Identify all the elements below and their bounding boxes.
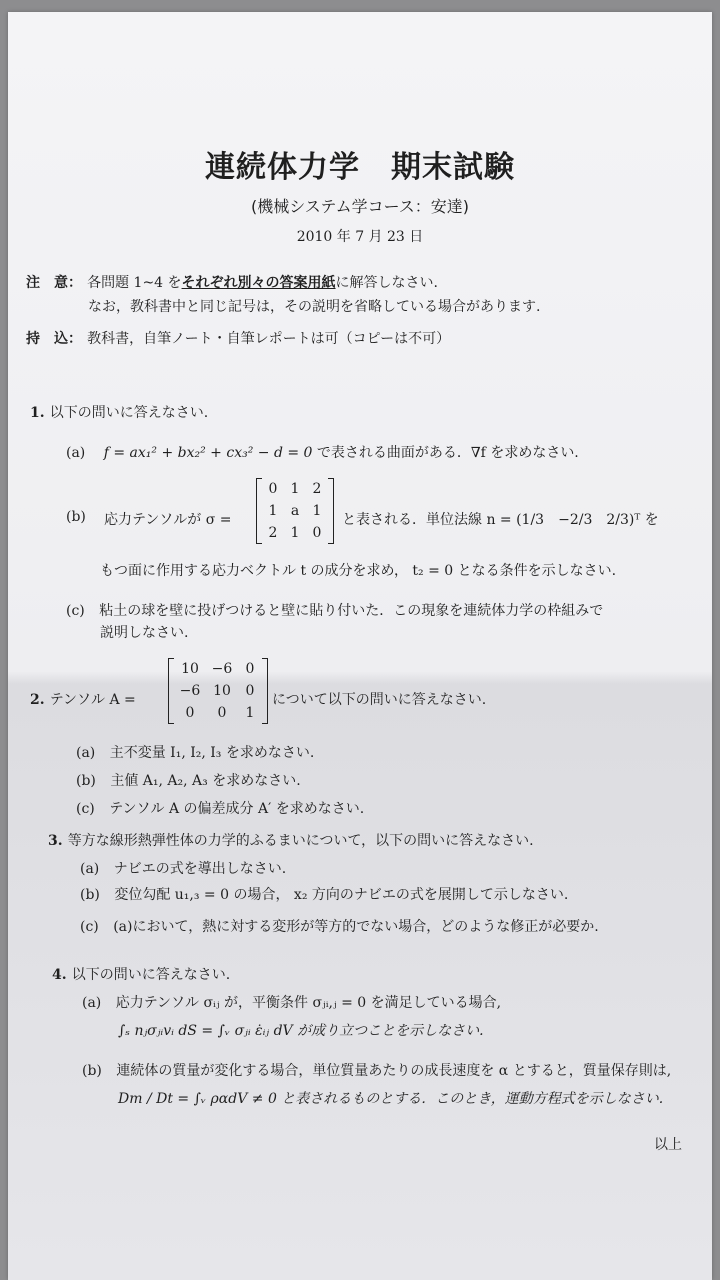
q2-heading xyxy=(30,689,136,709)
tensor-a-cell: 1 xyxy=(245,705,255,721)
q3a-text: ナビエの式を導出しなさい. xyxy=(113,861,287,877)
q1-number: 1. xyxy=(30,405,45,421)
q2b-label: (b) xyxy=(76,773,96,789)
stress-tensor-cell: 1 xyxy=(290,525,300,541)
q2-number: 2. xyxy=(30,692,45,708)
q3c-text: (a)において，熱に対する変形が等方的でない場合，どのような修正が必要か. xyxy=(113,919,599,935)
q4b-line2: Dm / Dt = ∫ᵥ ραdV ≠ 0 と表されるものとする．このとき，運動方程式を示しなさい. xyxy=(118,1091,664,1107)
q2-post: について以下の問いに答えなさい. xyxy=(272,692,487,708)
tensor-a-cell: 0 xyxy=(185,705,195,721)
caution-emphasis: それぞれ別々の答案用紙 xyxy=(181,275,336,291)
exam-sheet xyxy=(8,12,712,1280)
q1-head-text: 以下の問いに答えなさい. xyxy=(49,405,209,421)
q3c xyxy=(80,916,599,936)
tensor-a-matrix xyxy=(168,658,268,724)
tensor-a-cell: −6 xyxy=(211,661,233,677)
caution-text-pre: 各問題 1~4 を xyxy=(87,275,182,291)
q1b-pre: 応力テンソルが σ = xyxy=(104,512,232,528)
q3b-text: 変位勾配 u₁,₃ = 0 の場合， x₂ 方向のナビエの式を展開して示しなさい. xyxy=(114,887,569,903)
caution-line-2: なお，教科書中と同じ記号は，その説明を省略している場合があります. xyxy=(88,299,541,315)
stress-tensor-cell: 0 xyxy=(312,525,322,541)
q2a-label: (a) xyxy=(76,745,96,761)
q4a-line2: ∫ₛ nⱼσⱼᵢvᵢ dS = ∫ᵥ σⱼᵢ ε̇ᵢⱼ dV が成り立つことを示しなさい. xyxy=(118,1023,484,1039)
q3c-label: (c) xyxy=(80,919,99,935)
q1a-text: で表される曲面がある．∇f を求めなさい. xyxy=(316,445,579,461)
q2c-label: (c) xyxy=(76,801,95,817)
q1c-line2: 説明しなさい. xyxy=(100,625,189,641)
q2c xyxy=(76,798,364,818)
q4-heading xyxy=(52,964,230,984)
stress-tensor-cell: 1 xyxy=(312,503,322,519)
q1c-label: (c) xyxy=(66,603,85,619)
q3a-label: (a) xyxy=(80,861,100,877)
q2a-text: 主不変量 I₁, I₂, I₃ を求めなさい. xyxy=(109,745,315,761)
stress-tensor-cell: 2 xyxy=(268,525,278,541)
stress-tensor-cell: 2 xyxy=(312,481,322,497)
bring-text: 教科書，自筆ノート・自筆レポートは可（コピーは不可） xyxy=(87,331,451,347)
course-subtitle: (機械システム学コース：安達) xyxy=(250,197,470,216)
tensor-a-cell: 10 xyxy=(181,661,199,677)
q1b-line2: もつ面に作用する応力ベクトル t の成分を求め， t₂ = 0 となる条件を示しなさい. xyxy=(100,563,617,579)
exam-title: 連続体力学 期末試験 xyxy=(205,150,515,185)
tensor-a-cell: 0 xyxy=(245,683,255,699)
q3-number: 3. xyxy=(48,833,63,849)
tensor-a-cell: 10 xyxy=(213,683,231,699)
q4-number: 4. xyxy=(52,967,67,983)
exam-date: 2010 年 7 月 23 日 xyxy=(296,229,424,245)
q3a xyxy=(80,858,286,878)
stress-tensor-cell: 0 xyxy=(268,481,278,497)
q2-pre: テンソル A = xyxy=(49,692,136,708)
q2c-text: テンソル A の偏差成分 A′ を求めなさい. xyxy=(109,801,365,817)
q1-heading xyxy=(30,402,208,422)
q3b xyxy=(80,884,568,904)
q1c-line1: 粘土の球を壁に投げつけると壁に貼り付いた．この現象を連続体力学の枠組みで xyxy=(99,603,604,619)
q1a xyxy=(66,442,579,462)
q4b xyxy=(82,1060,671,1080)
q2a xyxy=(76,742,314,762)
tensor-a-cell: 0 xyxy=(245,661,255,677)
caution-label: 注 意： xyxy=(26,275,82,291)
stress-tensor-matrix xyxy=(256,478,334,544)
q1a-equation: f = ax₁² + bx₂² + cx₃² − d = 0 xyxy=(103,445,313,461)
q3-head-text: 等方な線形熱弾性体の力学的ふるまいについて，以下の問いに答えなさい. xyxy=(67,833,534,849)
stress-tensor-cell: 1 xyxy=(290,481,300,497)
q4b-label: (b) xyxy=(82,1063,102,1079)
q3-heading xyxy=(48,830,534,850)
q3b-label: (b) xyxy=(80,887,100,903)
q4b-line1: 連続体の質量が変化する場合，単位質量あたりの成長速度を α とすると，質量保存則は, xyxy=(116,1063,672,1079)
q2b xyxy=(76,770,301,790)
tensor-a-cell: 0 xyxy=(217,705,227,721)
end-mark: 以上 xyxy=(654,1137,682,1153)
bring-note xyxy=(26,328,450,348)
q4a xyxy=(82,992,501,1012)
tensor-a-cell: −6 xyxy=(179,683,201,699)
q1c xyxy=(66,600,603,620)
q1b-label: (b) xyxy=(66,509,86,525)
stress-tensor-cell: a xyxy=(290,503,300,519)
q2b-text: 主値 A₁, A₂, A₃ を求めなさい. xyxy=(110,773,301,789)
stress-tensor-cell: 1 xyxy=(268,503,278,519)
caution-note xyxy=(26,272,438,292)
q1a-label: (a) xyxy=(66,445,86,461)
bring-label: 持 込： xyxy=(26,331,82,347)
caution-text-post: に解答しなさい. xyxy=(335,275,438,291)
q4a-label: (a) xyxy=(82,995,102,1011)
q1b-post: と表される．単位法線 n = (1/3 −2/3 2/3)ᵀ を xyxy=(342,512,659,528)
q4a-line1: 応力テンソル σᵢⱼ が，平衡条件 σⱼᵢ,ⱼ = 0 を満足している場合, xyxy=(115,995,502,1011)
q4-head-text: 以下の問いに答えなさい. xyxy=(71,967,231,983)
